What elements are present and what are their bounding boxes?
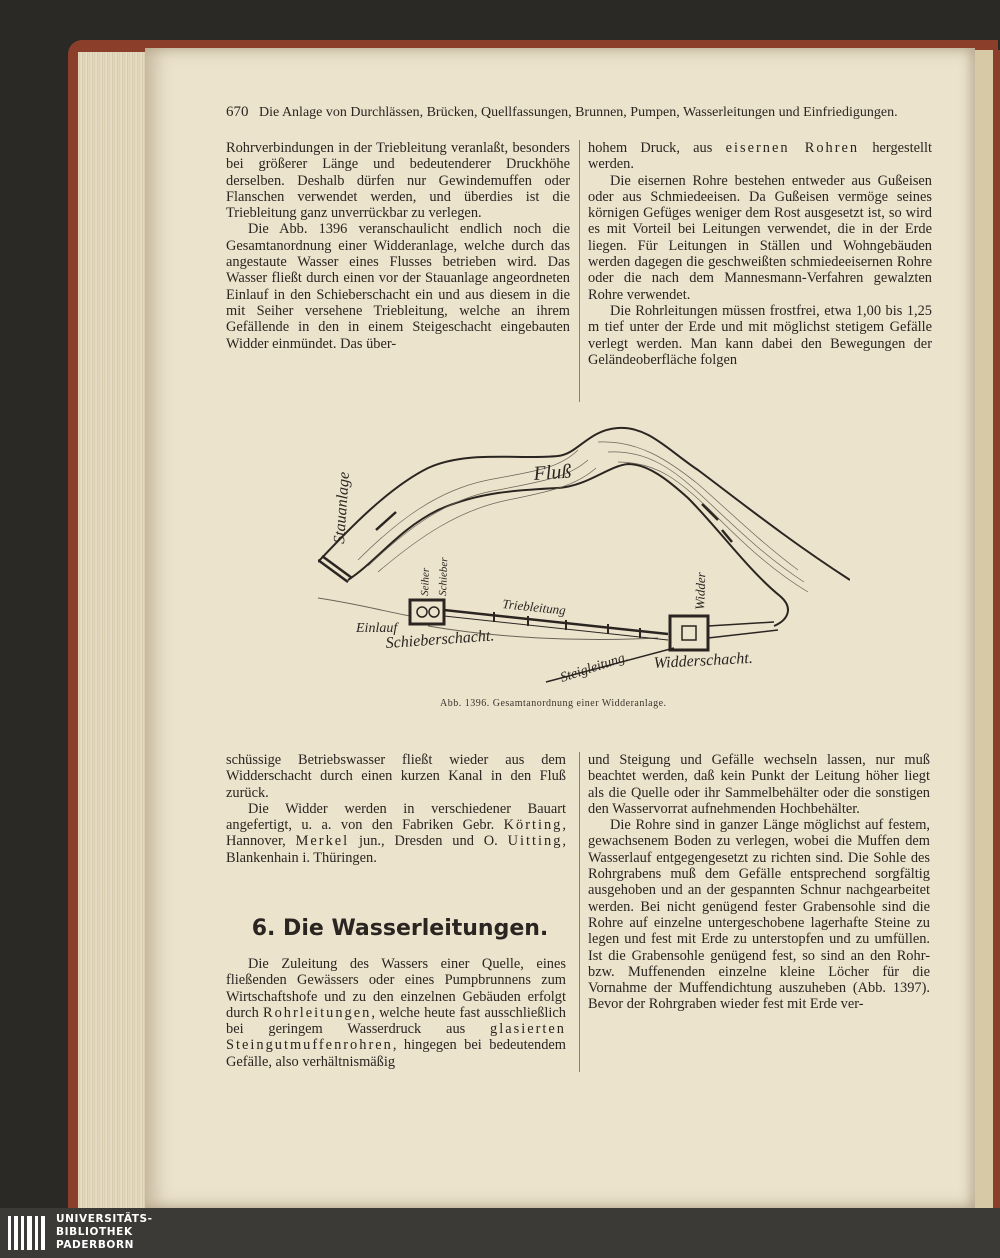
paragraph: Die eisernen Rohre bestehen entweder aus Gußeisen oder aus Schmiedeeisen. Da Gußeisen vermöge seines körnigen Gefüges weniger dem Rost ausgesetzt ist, so wird es mit Vorteil bei Leitungen verwendet, die in der Erde liegen. Für Leitungen in Ställen und Wohngebäuden werden dagegen die geschweißten schmiedeeisernen Rohre oder die nach dem Mannesmann-Verfahren gewalzten Rohre verwendet. (588, 172, 932, 303)
ram-installation-diagram (318, 420, 850, 700)
label-triebleitung: Triebleitung (501, 596, 567, 618)
flow-arrows (376, 504, 732, 542)
text-run: Die Widder werden in verschiedener Bauart angefertigt, u. a. von den Fabriken Gebr. (226, 800, 566, 834)
figure-caption: Abb. 1396. Gesamtanordnung einer Widderanlage. (440, 698, 667, 709)
library-name-line: UNIVERSITÄTS- (56, 1213, 153, 1225)
library-footer (0, 1208, 1000, 1258)
top-right-column (588, 140, 932, 368)
library-name-line: BIBLIOTHEK (56, 1226, 133, 1238)
text-run: , Blankenhain i. Thüringen. (226, 833, 566, 866)
label-stauanlage: Stauanlage (331, 471, 354, 545)
page-number: 670 (226, 104, 249, 120)
paragraph: Die Abb. 1396 veranschaulicht endlich noch die Gesamtanordnung einer Widderanlage, welche durch das angestaute Wasser eines Flusses betrieben wird. Das Wasser fließt durch einen vor der Stauanlage angeordneten Einlauf in den Schieberschacht ein und aus diesem in die mit Seiher versehene Triebleitung, welche an ihrem Gefällende in den in einem Steigeschacht eingebauten Widder einmündet. Das über- (226, 221, 570, 352)
text-run: , Hannover, (226, 817, 566, 850)
label-einlauf: Einlauf (356, 621, 398, 636)
emphasis-text: eisernen Rohren (725, 140, 860, 156)
emphasis-text: Körting (503, 817, 563, 834)
emphasis-text: glasierten Steingutmuffenrohren (226, 1021, 566, 1054)
weir-dam (318, 556, 352, 582)
emphasis-text: Uitting (507, 833, 563, 850)
column-rule (579, 752, 580, 1072)
bottom-left-column (226, 752, 566, 866)
text-run: hohem Druck, aus (588, 140, 726, 156)
section-intro (226, 956, 566, 1070)
return-channel (708, 622, 778, 638)
top-left-column (226, 140, 570, 352)
label-widder: Widder (692, 572, 709, 611)
paragraph: Die Rohrleitungen müssen frostfrei, etwa 1,00 bis 1,25 m tief unter der Erde und mit möglichst stetigem Gefälle verlegt werden. Man kann dabei den Bewegungen der Geländeoberfläche folgen (588, 302, 932, 368)
label-seiher: Seiher (419, 567, 432, 597)
running-title: Die Anlage von Durchlässen, Brücken, Quellfassungen, Brunnen, Pumpen, Wasserleitungen und Einfriedigungen. (259, 105, 898, 120)
pipe-joints (494, 612, 640, 638)
page-edges (78, 52, 148, 1208)
emphasis-text: Rohrleitungen (262, 1004, 372, 1021)
text-run: jun., Dresden und O. (349, 833, 508, 850)
right-binding (993, 50, 1000, 1208)
paragraph: und Steigung und Gefälle wechseln lassen, nur muß beachtet werden, daß kein Punkt der Leitung höher liegt als die Quelle oder ihr Sammelbehälter oder die sonstigen den Wasservorrat aufnehmenden Hochbehälter. (588, 752, 930, 817)
library-name (56, 1213, 153, 1252)
label-schieberschacht: Schieberschacht. (385, 627, 495, 652)
paragraph (588, 140, 932, 173)
label-fluss: Fluß (532, 460, 573, 485)
library-name-line: PADERBORN (56, 1239, 135, 1251)
paragraph: Rohrverbindungen in der Triebleitung veranlaßt, besonders bei größerer Länge und bedeutenderer Druckhöhe derselben. Deshalb dürfen nur Gewindemuffen oder Flanschen verwendet werden, und überdies ist die Triebleitung ganz unverrückbar zu verlegen. (226, 140, 570, 222)
column-rule (579, 140, 580, 402)
label-widderschacht: Widderschacht. (653, 649, 754, 672)
emphasis-text: Merkel (295, 833, 350, 850)
ram-shaft (670, 616, 708, 650)
running-header (226, 104, 946, 121)
text-run: Die Zuleitung des Wassers einer Quelle, eines fließenden Gewässers oder eines Pumpbrunnens zum Wirtschaftshofe und zu den einzelnen Gebäuden erfolgt durch (226, 956, 566, 1021)
paragraph: schüssige Betriebswasser fließt wieder aus dem Widderschacht durch einen kurzen Kanal in den Fluß zurück. (226, 752, 566, 801)
paragraph (226, 956, 566, 1070)
paragraph (226, 801, 566, 866)
label-steigleitung: Steigleitung. (558, 649, 631, 686)
text-run: hergestellt werden. (588, 140, 933, 173)
bottom-right-column (588, 752, 930, 1013)
section-heading: 6. Die Wasserleitungen. (251, 916, 549, 941)
library-logo-icon (6, 1212, 48, 1254)
paragraph: Die Rohre sind in ganzer Länge möglichst auf festem, gewachsenem Boden zu verlegen, wobei die Muffen dem Wasserlauf entgegengesetzt zu richten sind. Die Sohle des Rohrgrabens muß dem Gefälle entsprechend sorgfältig ausgehoben und an der gespannten Schnur nachgearbeitet werden. Bei nicht genügend fester Grabensohle sind die Rohre auf einzelne untergeschobene lagerhafte Steine zu legen und fest mit Erde zu unterstopfen und zu umfüllen. Ist die Grabensohle genügend fest, so sind an den Rohr- bzw. Muffenenden einzelne kleine Löcher für die Vornahme der Muffendichtung auszuheben (Abb. 1397). Bevor der Rohrgraben wieder fest mit Erde ver- (588, 817, 930, 1013)
text-run: , hingegen bei bedeutendem Gefälle, also verhältnismäßig (226, 1037, 566, 1070)
text-run: , welche heute fast ausschließlich bei geringem Wasserdruck aus (226, 1004, 566, 1038)
label-schieber: Schieber (437, 557, 451, 597)
